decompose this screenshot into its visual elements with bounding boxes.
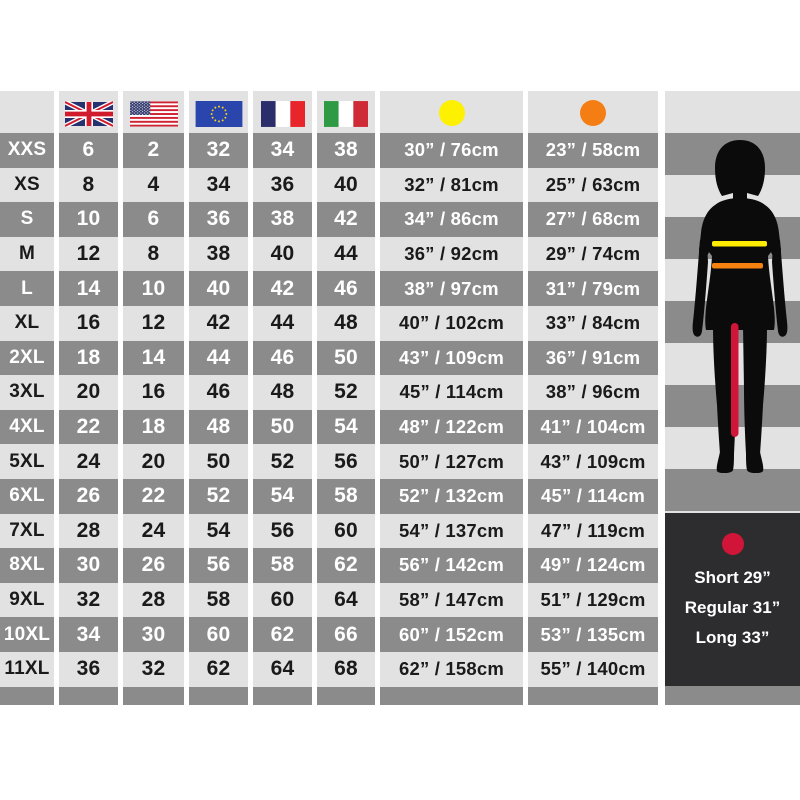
size-row-5xl — [0, 444, 663, 479]
uk-value: 30 — [59, 548, 118, 583]
it-value: 44 — [317, 237, 375, 272]
size-label: XS — [0, 168, 54, 203]
chest-value: 52” / 132cm — [380, 479, 523, 514]
size-label: 4XL — [0, 410, 54, 445]
us-value: 32 — [123, 652, 184, 687]
france-flag-icon — [261, 101, 305, 127]
size-row-xxs — [0, 133, 663, 168]
size-row-xs — [0, 168, 663, 203]
us-value: 8 — [123, 237, 184, 272]
eu-value: 34 — [189, 168, 248, 203]
eu-value: 52 — [189, 479, 248, 514]
fr-value: 52 — [253, 444, 312, 479]
bottom-strip-row — [0, 687, 663, 705]
uk-column-header — [59, 91, 118, 133]
us-value: 16 — [123, 375, 184, 410]
waist-value: 43” / 109cm — [528, 444, 658, 479]
chest-value: 43” / 109cm — [380, 341, 523, 376]
chest-yellow-dot-icon — [439, 100, 465, 126]
it-value: 60 — [317, 514, 375, 549]
waist-value: 33” / 84cm — [528, 306, 658, 341]
waist-line — [712, 263, 763, 269]
fr-value: 36 — [253, 168, 312, 203]
uk-value: 28 — [59, 514, 118, 549]
uk-value: 6 — [59, 133, 118, 168]
fr-value: 56 — [253, 514, 312, 549]
waist-value: 41” / 104cm — [528, 410, 658, 445]
leg-red-dot-icon — [722, 533, 744, 555]
size-row-4xl — [0, 410, 663, 445]
chest-value: 50” / 127cm — [380, 444, 523, 479]
it-value: 58 — [317, 479, 375, 514]
eu-value: 36 — [189, 202, 248, 237]
us-value: 28 — [123, 583, 184, 618]
size-label: L — [0, 271, 54, 306]
size-row-9xl — [0, 583, 663, 618]
us-value: 14 — [123, 341, 184, 376]
fr-value: 42 — [253, 271, 312, 306]
fr-value: 54 — [253, 479, 312, 514]
waist-value: 51” / 129cm — [528, 583, 658, 618]
it-value: 50 — [317, 341, 375, 376]
leg-length-regular: Regular 31” — [684, 598, 781, 617]
uk-value: 18 — [59, 341, 118, 376]
waist-orange-dot-icon — [580, 100, 606, 126]
eu-value: 42 — [189, 306, 248, 341]
us-value: 30 — [123, 617, 184, 652]
us-column-header — [123, 91, 184, 133]
chest-value: 45” / 114cm — [380, 375, 523, 410]
uk-value: 16 — [59, 306, 118, 341]
uk-flag-icon — [65, 101, 113, 127]
size-label: 6XL — [0, 479, 54, 514]
waist-value: 53” / 135cm — [528, 617, 658, 652]
chest-value: 40” / 102cm — [380, 306, 523, 341]
it-value: 38 — [317, 133, 375, 168]
waist-value: 38” / 96cm — [528, 375, 658, 410]
us-flag-icon — [130, 101, 178, 127]
us-value: 12 — [123, 306, 184, 341]
uk-value: 12 — [59, 237, 118, 272]
it-value: 66 — [317, 617, 375, 652]
eu-value: 58 — [189, 583, 248, 618]
size-label: 2XL — [0, 341, 54, 376]
chest-value: 34” / 86cm — [380, 202, 523, 237]
uk-value: 10 — [59, 202, 118, 237]
waist-value: 29” / 74cm — [528, 237, 658, 272]
size-row-11xl — [0, 652, 663, 687]
uk-value: 36 — [59, 652, 118, 687]
table-body — [0, 133, 663, 687]
leg-length-legend — [665, 513, 800, 686]
chest-value: 36” / 92cm — [380, 237, 523, 272]
us-value: 24 — [123, 514, 184, 549]
waist-value: 45” / 114cm — [528, 479, 658, 514]
uk-value: 8 — [59, 168, 118, 203]
eu-flag-icon — [195, 101, 243, 127]
size-label: 11XL — [0, 652, 54, 687]
size-label: 8XL — [0, 548, 54, 583]
chest-value: 30” / 76cm — [380, 133, 523, 168]
uk-value: 24 — [59, 444, 118, 479]
size-row-7xl — [0, 514, 663, 549]
size-label: 7XL — [0, 514, 54, 549]
eu-value: 62 — [189, 652, 248, 687]
us-value: 20 — [123, 444, 184, 479]
it-value: 56 — [317, 444, 375, 479]
fr-value: 44 — [253, 306, 312, 341]
eu-value: 60 — [189, 617, 248, 652]
fr-value: 60 — [253, 583, 312, 618]
fr-value: 64 — [253, 652, 312, 687]
chest-value: 62” / 158cm — [380, 652, 523, 687]
waist-value: 49” / 124cm — [528, 548, 658, 583]
size-row-s — [0, 202, 663, 237]
uk-value: 20 — [59, 375, 118, 410]
figure-column — [665, 91, 800, 705]
chest-value: 56” / 142cm — [380, 548, 523, 583]
it-value: 54 — [317, 410, 375, 445]
size-label: 10XL — [0, 617, 54, 652]
size-row-2xl — [0, 341, 663, 376]
chest-value: 32” / 81cm — [380, 168, 523, 203]
eu-value: 46 — [189, 375, 248, 410]
size-row-l — [0, 271, 663, 306]
eu-column-header — [189, 91, 248, 133]
it-value: 40 — [317, 168, 375, 203]
size-label: 9XL — [0, 583, 54, 618]
waist-value: 25” / 63cm — [528, 168, 658, 203]
waist-value: 27” / 68cm — [528, 202, 658, 237]
fr-value: 62 — [253, 617, 312, 652]
size-row-10xl — [0, 617, 663, 652]
us-value: 18 — [123, 410, 184, 445]
waist-value: 31” / 79cm — [528, 271, 658, 306]
eu-value: 48 — [189, 410, 248, 445]
chest-value: 58” / 147cm — [380, 583, 523, 618]
waist-value: 47” / 119cm — [528, 514, 658, 549]
uk-value: 22 — [59, 410, 118, 445]
leg-length-long: Long 33” — [695, 628, 770, 647]
size-label: M — [0, 237, 54, 272]
france-column-header — [253, 91, 312, 133]
fr-value: 46 — [253, 341, 312, 376]
fr-value: 34 — [253, 133, 312, 168]
size-row-8xl — [0, 548, 663, 583]
leg-length-short: Short 29” — [694, 568, 771, 587]
uk-value: 26 — [59, 479, 118, 514]
us-value: 2 — [123, 133, 184, 168]
eu-value: 50 — [189, 444, 248, 479]
fr-value: 38 — [253, 202, 312, 237]
uk-value: 34 — [59, 617, 118, 652]
chest-value: 54” / 137cm — [380, 514, 523, 549]
size-table — [0, 91, 663, 705]
it-value: 42 — [317, 202, 375, 237]
chest-value: 60” / 152cm — [380, 617, 523, 652]
eu-value: 38 — [189, 237, 248, 272]
size-label: XL — [0, 306, 54, 341]
size-label: 5XL — [0, 444, 54, 479]
size-row-3xl — [0, 375, 663, 410]
eu-value: 32 — [189, 133, 248, 168]
waist-value: 36” / 91cm — [528, 341, 658, 376]
fr-value: 40 — [253, 237, 312, 272]
it-value: 62 — [317, 548, 375, 583]
size-row-m — [0, 237, 663, 272]
italy-column-header — [317, 91, 375, 133]
waist-column-header — [528, 91, 658, 133]
italy-flag-icon — [324, 101, 368, 127]
figure-bottom-strip — [665, 686, 800, 705]
us-value: 26 — [123, 548, 184, 583]
it-value: 64 — [317, 583, 375, 618]
fr-value: 50 — [253, 410, 312, 445]
body-silhouette-icon — [691, 140, 788, 473]
size-row-6xl — [0, 479, 663, 514]
fr-value: 58 — [253, 548, 312, 583]
uk-value: 14 — [59, 271, 118, 306]
chest-line — [712, 241, 767, 247]
size-label: 3XL — [0, 375, 54, 410]
it-value: 52 — [317, 375, 375, 410]
table-header-row — [0, 91, 663, 133]
fr-value: 48 — [253, 375, 312, 410]
chest-value: 48” / 122cm — [380, 410, 523, 445]
it-value: 46 — [317, 271, 375, 306]
size-label: XXS — [0, 133, 54, 168]
chest-value: 38” / 97cm — [380, 271, 523, 306]
inseam-line — [731, 323, 739, 437]
chest-column-header — [380, 91, 523, 133]
us-value: 22 — [123, 479, 184, 514]
eu-value: 44 — [189, 341, 248, 376]
waist-value: 55” / 140cm — [528, 652, 658, 687]
eu-value: 54 — [189, 514, 248, 549]
us-value: 6 — [123, 202, 184, 237]
waist-value: 23” / 58cm — [528, 133, 658, 168]
eu-value: 40 — [189, 271, 248, 306]
uk-value: 32 — [59, 583, 118, 618]
us-value: 10 — [123, 271, 184, 306]
size-label: S — [0, 202, 54, 237]
size-row-xl — [0, 306, 663, 341]
eu-value: 56 — [189, 548, 248, 583]
it-value: 68 — [317, 652, 375, 687]
us-value: 4 — [123, 168, 184, 203]
it-value: 48 — [317, 306, 375, 341]
empty-header-cell — [0, 91, 54, 133]
